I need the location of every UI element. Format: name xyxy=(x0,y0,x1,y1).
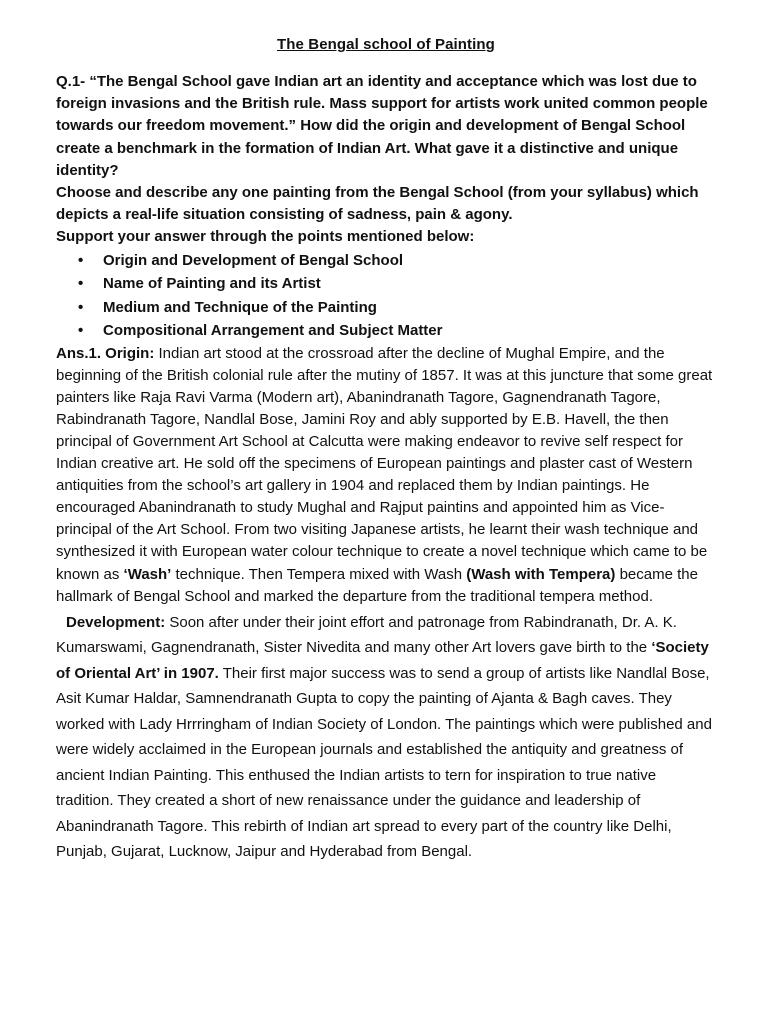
development-label: Development: xyxy=(66,613,166,631)
bullet-item: • Name of Painting and its Artist xyxy=(78,272,716,296)
wash-term: ‘Wash’ xyxy=(123,565,172,583)
question-bullet-list xyxy=(56,249,716,343)
document-title: The Bengal school of Painting xyxy=(277,36,495,53)
question-paragraph-3: Support your answer through the points mentioned below: xyxy=(56,228,475,246)
answer-origin-paragraph xyxy=(56,343,716,608)
origin-text: Indian art stood at the crossroad after the decline of Mughal Empire, and the beginning of the British colonial rule after the mutiny of 1857. It was at this juncture that some great painters like Raja Ravi Varma (Modern art), Abanindranath Tagore, Gagnendranath Tagore, Rabindranath Tagore, Nandlal Bose, Jamini Roy and ably supported by E.B. Havell, the then principal of Government Art School at Calcutta were making endeavor to revive self respect for Indian creative art. He sold off the specimens of European paintings and plaster cast of Western antiquities from the school’s art gallery in 1904 and replaced them by Indian paintings. He encouraged Abanindranath to study Mughal and Rajput paintins and appointed him as Vice-principal of the Art School. From two visiting Japanese artists, he learnt their wash technique and synthesized it with European water colour technique to create a novel technique which came to be known as xyxy=(56,344,713,583)
bullet-item: • Origin and Development of Bengal School xyxy=(78,249,716,273)
origin-text: technique. Then Tempera mixed with Wash xyxy=(171,565,467,583)
origin-text: became the hallmark of Bengal School and marked the departure from the traditional tempera method. xyxy=(56,565,698,605)
development-text: Their first major success was to send a group of artists like Nandlal Bose, Asit Kumar Haldar, Samnendranath Gupta to copy the painting of Ajanta & Bagh caves. They worked with Lady Hrrringham of Indian Society of London. The paintings which were published and were widely acclaimed in the European journals and established the antiquity and greatness of ancient Indian Painting. This enthused the Indian artists to tern for inspiration to true native tradition. They created a short of new renaissance under the guidance and leadership of Abanindranath Tagore. This rebirth of Indian art spread to every part of the country like Delhi, Punjab, Gujarat, Lucknow, Jaipur and Hyderabad from Bengal. xyxy=(56,664,712,861)
question-paragraph-2: Choose and describe any one painting from the Bengal School (from your syllabus) which depicts a real-life situation consisting of sadness, pain & agony. xyxy=(56,184,699,224)
bullet-item: • Compositional Arrangement and Subject Matter xyxy=(78,319,716,343)
answer-development-paragraph xyxy=(56,610,716,865)
development-text: Soon after under their joint effort and patronage from Rabindranath, Dr. A. K. Kumarswami, Gagnendranath, Sister Nivedita and many other Art lovers gave birth to the xyxy=(56,613,677,657)
society-term: ‘Society of Oriental Art’ in 1907. xyxy=(56,639,709,682)
document-page xyxy=(56,36,716,865)
wash-tempera-term: (Wash with Tempera) xyxy=(466,565,616,583)
origin-label: Ans.1. Origin: xyxy=(56,344,155,362)
question-paragraph-1: Q.1- “The Bengal School gave Indian art an identity and acceptance which was lost due to foreign invasions and the British rule. Mass support for artists work united common people towards our freedom movement.” How did the origin and development of Bengal School create a benchmark in the formation of Indian Art. What gave it a distinctive and unique identity? xyxy=(56,73,708,179)
bullet-item: • Medium and Technique of the Painting xyxy=(78,296,716,320)
